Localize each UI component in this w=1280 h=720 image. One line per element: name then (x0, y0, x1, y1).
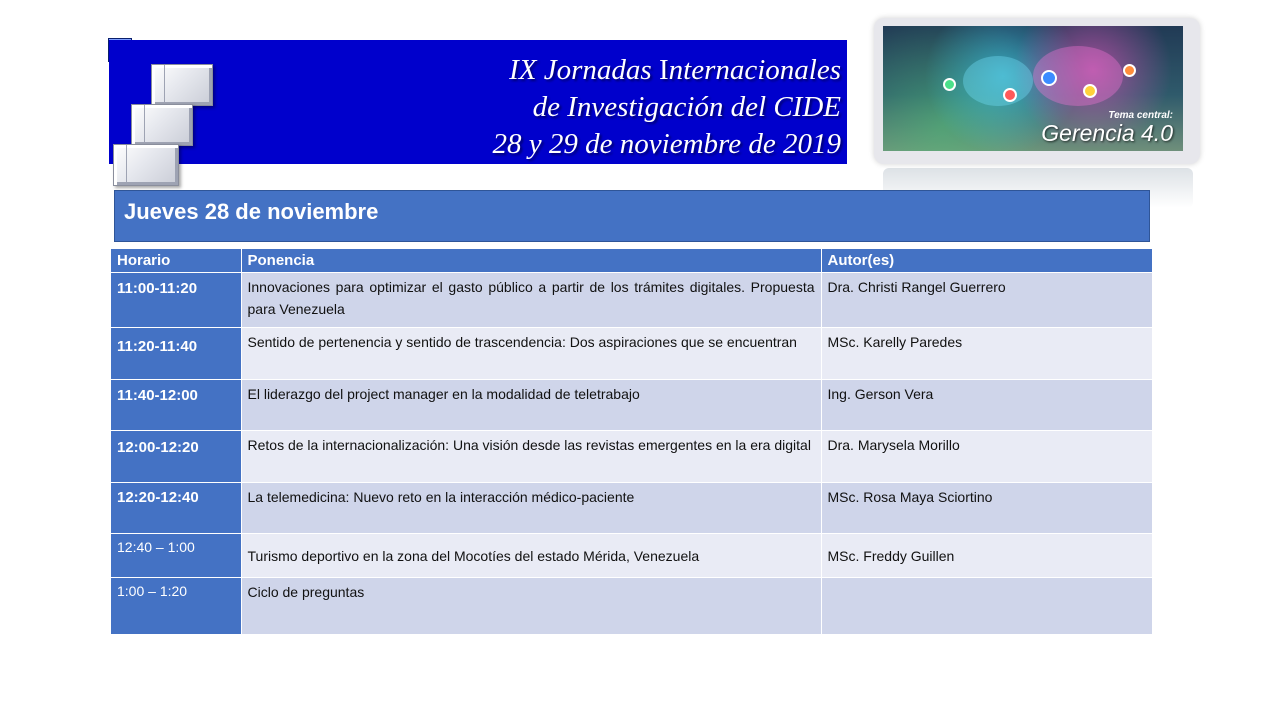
schedule-table (111, 249, 1153, 635)
row-talk: Sentido de pertenencia y sentido de trascendencia: Dos aspiraciones que se encuentran (241, 328, 821, 380)
row-author: MSc. Karelly Paredes (821, 328, 1152, 380)
header-banner (109, 40, 847, 164)
row-time: 12:20-12:40 (111, 483, 241, 534)
header-ponencia: Ponencia (241, 249, 821, 273)
bevel-block-2 (131, 104, 193, 146)
row-talk: Ciclo de preguntas (241, 578, 821, 635)
row-talk: El liderazgo del project manager en la modalidad de teletrabajo (241, 380, 821, 431)
table-row (111, 328, 1152, 380)
row-author: Dra. Christi Rangel Guerrero (821, 273, 1152, 328)
row-time: 1:00 – 1:20 (111, 578, 241, 635)
header-horario: Horario (111, 249, 241, 273)
table-row (111, 273, 1152, 328)
row-time: 11:40-12:00 (111, 380, 241, 431)
row-time: 12:40 – 1:00 (111, 534, 241, 578)
row-time: 11:20-11:40 (111, 328, 241, 380)
table-row (111, 534, 1152, 578)
table-row (111, 431, 1152, 483)
table-row (111, 380, 1152, 431)
row-author: Dra. Marysela Morillo (821, 431, 1152, 483)
theme-image-frame (874, 18, 1200, 164)
table-row (111, 578, 1152, 635)
row-time: 12:00-12:20 (111, 431, 241, 483)
row-author: MSc. Freddy Guillen (821, 534, 1152, 578)
row-talk: Turismo deportivo en la zona del Mocotíes del estado Mérida, Venezuela (241, 534, 821, 578)
bevel-block-1 (151, 64, 213, 106)
row-time: 11:00-11:20 (111, 273, 241, 328)
row-talk: Innovaciones para optimizar el gasto público a partir de los trámites digitales. Propuesta para Venezuela (241, 273, 821, 328)
header-autores: Autor(es) (821, 249, 1152, 273)
event-title (493, 52, 841, 163)
theme-image (883, 26, 1183, 151)
bevel-block-3 (113, 144, 179, 186)
title-line-2: de Investigación del CIDE (532, 91, 841, 123)
row-talk: Retos de la internacionalización: Una visión desde las revistas emergentes en la era digital (241, 431, 821, 483)
row-talk: La telemedicina: Nuevo reto en la interacción médico-paciente (241, 483, 821, 534)
day-heading-bar (114, 190, 1150, 242)
title-line-3: 28 y 29 de noviembre de 2019 (492, 128, 841, 160)
row-author: MSc. Rosa Maya Sciortino (821, 483, 1152, 534)
row-author (821, 578, 1152, 635)
table-header-row (111, 249, 1152, 273)
day-heading: Jueves 28 de noviembre (124, 199, 379, 224)
title-line-1: IX Jornadas Internacionales (509, 54, 841, 86)
row-author: Ing. Gerson Vera (821, 380, 1152, 431)
theme-caption: Gerencia 4.0 (1041, 120, 1173, 146)
theme-caption-small: Tema central: (1108, 110, 1173, 121)
table-row (111, 483, 1152, 534)
